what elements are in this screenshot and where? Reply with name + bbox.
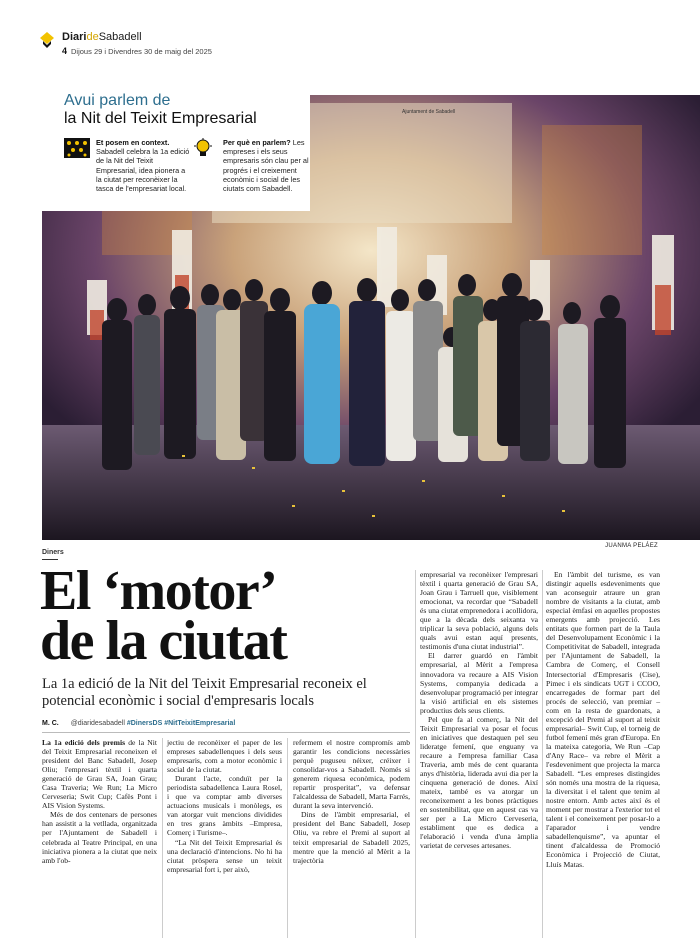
social-handle[interactable]: @diaridesabadell: [70, 720, 125, 727]
lead-in: La 1a edició dels premis: [42, 738, 126, 747]
headline-line2: de la ciutat: [40, 610, 287, 672]
article-column-3: [293, 738, 410, 865]
subheadline: La 1a edició de la Nit del Teixit Empresarial reconeix el potencial econòmic i social d'empresaris locals: [42, 676, 367, 709]
column-divider: [162, 738, 163, 938]
hashtag-diners[interactable]: #DinersDS: [126, 720, 163, 727]
paragraph: Pel que fa al comerç, la Nit del Teixit Empresarial va posar el focus en iniciatives que destaquen pel seu lideratge femení, que enguany va recaure a l'empresa familiar Casa Traveria, amb més de cent quaranta anys d'història, liderada avui dia per la cinquena generació de dones. Així mateix, també es va atorgar un reconeixement a les bones pràctiques en sostenibilitat, que en aquest cas va ser per a La Micro Cerveseria, establiment que es dedica a l'elaboració i venda d'una àmplia varietat de cerveses artesanes.: [420, 714, 538, 851]
column-divider: [415, 570, 416, 938]
backdrop-logo-text: Ajuntament de Sabadell: [402, 109, 456, 115]
reason-heading: Per què en parlem?: [223, 138, 291, 147]
paragraph: Durant l'acte, conduït per la periodista sabadellenca Laura Rosel, i que va comptar amb diverses actuacions musicals i monòlegs, es van atorgar vuit mencions dividides en tres grans àmbits –Empresa, Comerç i Turisme–.: [167, 774, 282, 838]
panel-title-line1: Avui parlem de: [64, 92, 171, 109]
context-panel: [42, 88, 310, 211]
article-column-1: [42, 738, 157, 865]
article-column-4: [420, 570, 538, 850]
paragraph: El darrer guardó en l'àmbit empresarial, al Mèrit a l'empresa innovadora va recaure a AIS Vision Systems, companyia dedicada a desenvolupar programació per integrar la visió artificial en els sistemes productius dels seus clients.: [420, 651, 538, 715]
photo-credit: JUANMA PELÁEZ: [605, 543, 658, 549]
paragraph: “La Nit del Teixit Empresarial és una declaració d'intencions. No hi ha ciutat pròspera sense un teixit empresarial fort i, per això,: [167, 837, 282, 874]
context-block: [96, 138, 192, 193]
page-header: [40, 28, 660, 64]
paragraph: empresarial va reconèixer l'empresari tèxtil i quarta generació de Grau SA, Joan Grau i Tarruell que, visiblement emocionat, va recordar que “Sabadell és una ciutat emprenedora i acollidora, que a la dècada dels seixanta va triplicar la seva població, alguns dels quals avui estan aquí presents, testimonis d'una ciutat industrial”.: [420, 570, 538, 652]
diari-logo-icon: [40, 32, 54, 48]
lights-icon: [64, 138, 90, 158]
column-divider: [542, 570, 543, 938]
reason-block: [223, 138, 309, 193]
page-number: 4: [62, 46, 68, 56]
article-column-5: [546, 570, 660, 869]
paragraph: Dins de l'àmbit empresarial, el president del Banc Sabadell, Josep Oliu, va rebre el Premi al suport al teixit empresarial de Sabadell 2025, mentre que la menció al Mèrit a la trajectòria: [293, 810, 410, 865]
paragraph: En l'àmbit del turisme, es van distingir aquells esdeveniments que van aconseguir atraure un gran nombre de visitants a la ciutat, amb especial èmfasi en aquelles propostes emergents amb projecció. Les entitats que formen part de la Taula del Desenvolupament Econòmic i la Competitivitat de Sabadell, integrada per l'Ajuntament de Sabadell, la Cambra de Comerç, el Consell Intersectorial d'Empresaris (Cise), Pimec i els sindicats UGT i CCOO, encarregades de formar part del procés de selecció, van premiar –com en la resta de guardonats, a excepció del Premi al suport al teixit empresarial– Swit Cup, el torneig de futbol femení més gran d'Europa. En la mateixa categoria, We Run –Cap d'Any Race– va rebre el Mèrit a l'esdeveniment que projecta la marca Sabadell. “Les empreses distingides són només una mostra de la riquesa, la diversitat i el talent que tenim al nostre entorn. Amb actes així és el moment per mostrar a l'exterior tot el talent i el coneixement per posar-lo a l'aparador i vendre sabadellenquisme”, va apuntar el tinent d'alcaldessa de Promoció Econòmica i Projecció de Ciutat, Lluís Matas.: [546, 570, 660, 869]
paragraph: jectiu de reconèixer el paper de les empreses sabadellenques i dels seus empresaris, com a motor econòmic i social de la ciutat.: [167, 738, 282, 775]
byline-rule: [42, 732, 410, 733]
hashtag-nit[interactable]: #NitTeixitEmpresarial: [164, 720, 236, 727]
context-text: Sabadell celebra la 1a edició de la Nit del Teixit Empresarial, idea pionera a la ciutat per reconèixer la tasca de l'empresariat local.: [96, 147, 190, 194]
headline: [40, 560, 410, 672]
byline: [42, 720, 410, 732]
context-heading: Et posem en context.: [96, 138, 170, 147]
headline-line1: El ‘motor’: [40, 560, 277, 622]
column-divider: [287, 738, 288, 938]
section-label: Diners: [42, 549, 64, 556]
paragraph: Més de dos centenars de persones han assistit a la vetllada, organitzada per l'Ajuntament de Sabadell i celebrada al Teatre Principal, en una iniciativa pionera a la ciutat que neix amb l'ob-: [42, 810, 157, 865]
author: M. C.: [42, 720, 59, 727]
paragraph: refermem el nostre compromís amb garantir les condicions necessàries perquè puguseu néixer, créixer i consolidar-vos a Sabadell. Només si generem riquesa econòmica, podem repartir prosperitat”, va defensar l'alcaldessa de Sabadell, Marta Farrés, durant la seva intervenció.: [293, 738, 410, 811]
issue-date: Dijous 29 i Divendres 30 de maig del 2025: [71, 47, 212, 56]
panel-title-line2: la Nit del Teixit Empresarial: [64, 110, 257, 127]
page-dateline: [62, 46, 212, 56]
paragraph: de la Nit del Teixit Empresarial reconeixen el president del Banc Sabadell, Josep Oliu; l'empresari tèxtil i quarta generació de Grau SA, Joan Grau; Casa Traveria; We Run; La Micro Cerveseria; Swit Cup; Cafès Pont i AIS Vision Systems.: [42, 738, 157, 811]
brand-name: DiarideSabadell: [62, 31, 142, 43]
reason-text: Les empreses i els seus empresaris són clau per al progrés i el creixement econòmic i social de les ciutats com Sabadell.: [223, 138, 309, 194]
article-column-2: [167, 738, 282, 874]
lightbulb-icon: [192, 138, 214, 158]
